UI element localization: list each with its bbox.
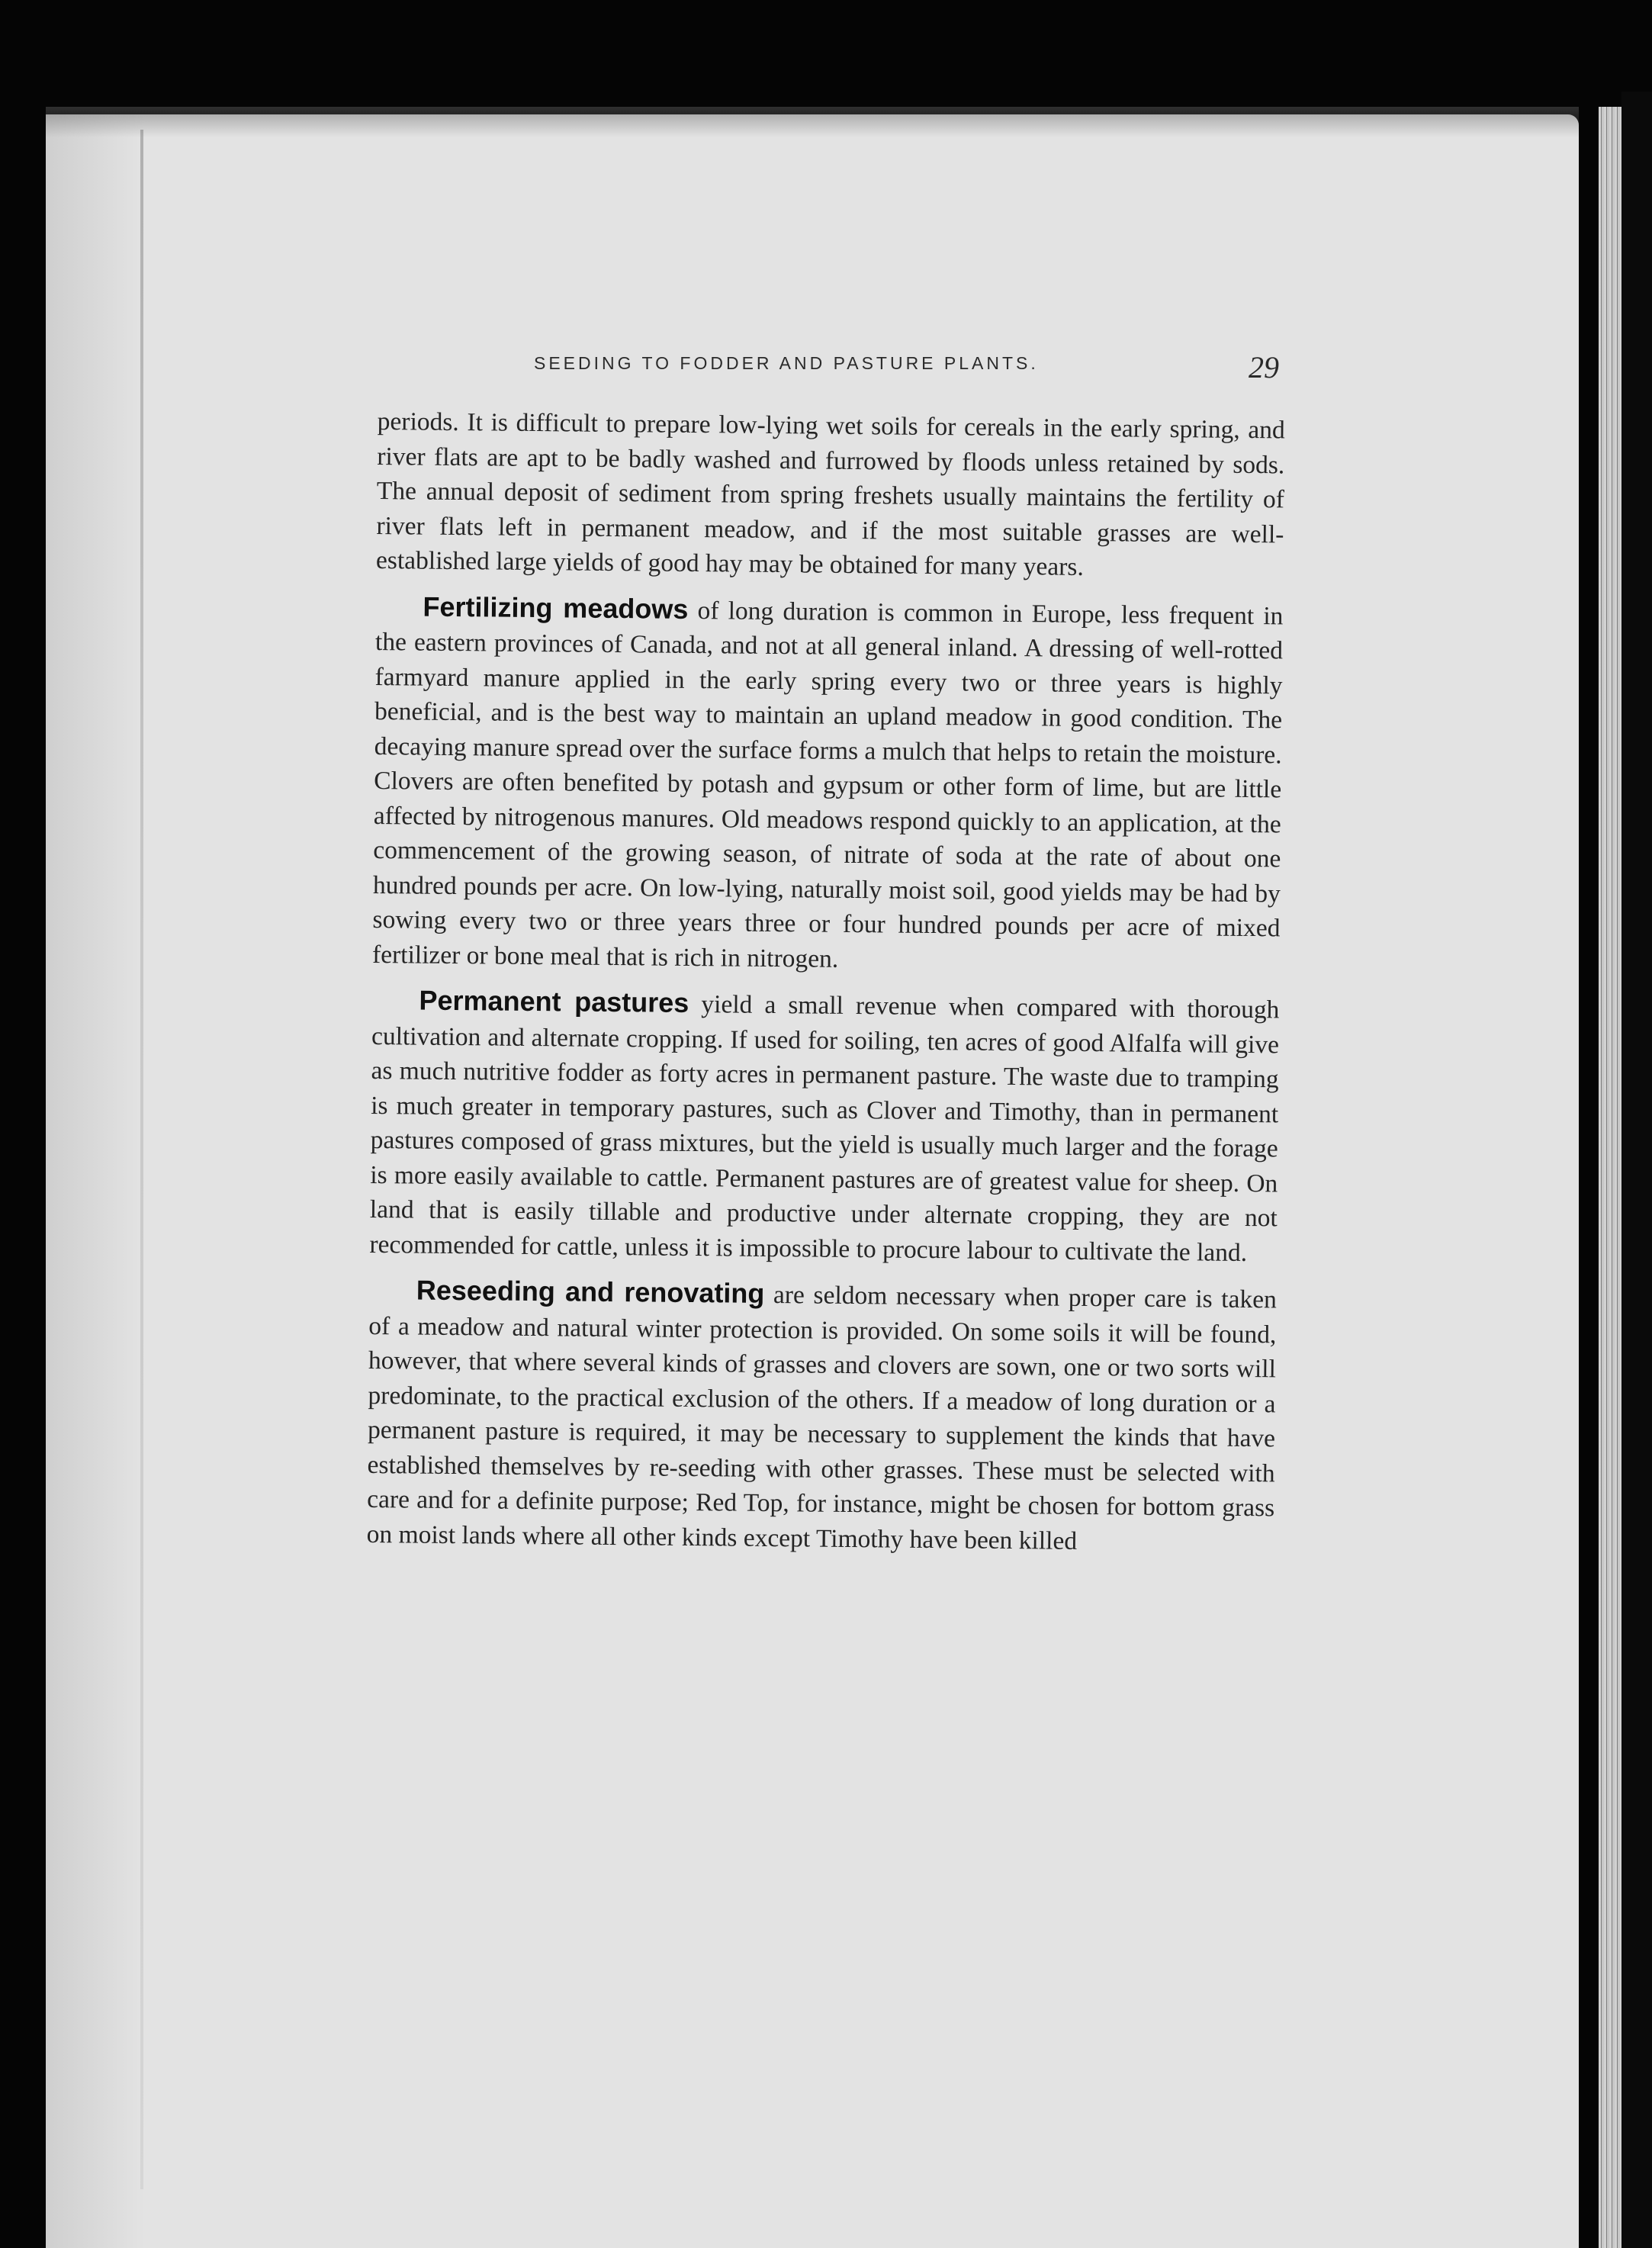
page-stack-edge xyxy=(1599,107,1621,2248)
gutter-shade xyxy=(46,114,145,2248)
paragraph-text: yield a small revenue when compared with thorough cultivation and alternate cropping. If used for soiling, ten acres of good Alfalfa will give as much nutritive fodder as forty acres in permanent pasture. The waste due to tramping is much greater in temporary pastures, such as Clover and Timothy, than in permanent pastures composed of grass mixtures, but the yield is usually much larger and the forage is more easily available to cattle. Permanent pastures are of greatest value for sheep. On land that is easily tillable and productive under alternate cropping, they are not recommended for cattle, unless it is impossible to procure labour to cultivate the land. xyxy=(369,989,1280,1267)
gutter-line xyxy=(140,130,143,2189)
paragraph-fertilizing-meadows xyxy=(372,588,1284,980)
paragraph-permanent-pastures xyxy=(369,982,1279,1270)
page-number: 29 xyxy=(1249,350,1279,384)
paragraph-reseeding xyxy=(367,1272,1277,1560)
paragraph-text: are seldom necessary when proper care is taken of a meadow and natural winter protection is provided. On some soils it will be found, however, that where several kinds of grasses and clovers are sown, one or two sorts will predominate, to the practical exclusion of the others. If a meadow of long duration or a permanent pasture is required, it may be necessary to supplement the kinds that have established themselves by re-seeding with other grasses. These must be selected with care and for a definite purpose; Red Top, for instance, might be chosen for bottom grass on moist lands where all other kinds except Timothy have been killed xyxy=(366,1280,1277,1555)
background-edge xyxy=(1621,92,1652,2248)
paragraph-heading: Reseeding and renovating xyxy=(416,1274,765,1309)
running-head: SEEDING TO FODDER AND PASTURE PLANTS. xyxy=(534,353,1039,373)
paragraph-periods xyxy=(376,404,1285,587)
body-text xyxy=(367,404,1285,1560)
paragraph-text: of long duration is common in Europe, less frequent in the eastern provinces of Canada, and not at all general inland. A dressing of well-rotted farmyard manure applied in the early spring every two or three years is highly beneficial, and is the best way to maintain an upland meadow in good condition. The decaying manure spread over the surface forms a mulch that helps to retain the moisture. Clovers are often benefited by potash and gypsum or other form of lime, but are little affected by nitrogenous manures. Old meadows respond quickly to an application, at the commencement of the growing season, of nitrate of soda at the rate of about one hundred pounds per acre. On low-lying, naturally moist soil, good yields may be had by sowing every two or three years three or four hundred pounds per acre of mixed fertilizer or bone meal that is rich in nitrogen. xyxy=(371,596,1284,973)
paragraph-heading: Fertilizing meadows xyxy=(423,590,689,625)
paragraph-heading: Permanent pastures xyxy=(419,984,689,1018)
page-top-shadow xyxy=(46,107,1579,137)
paragraph-text: periods. It is difficult to prepare low-lying wet soils for cereals in the early spring, and river flats are apt to be badly washed and furrowed by floods unless retained by sods. The annual deposit of sediment from spring freshets usually maintains the fertility of river flats left in permanent meadow, and if the most suitable grasses are well-established large yields of good hay may be obtained for many years. xyxy=(375,407,1285,581)
